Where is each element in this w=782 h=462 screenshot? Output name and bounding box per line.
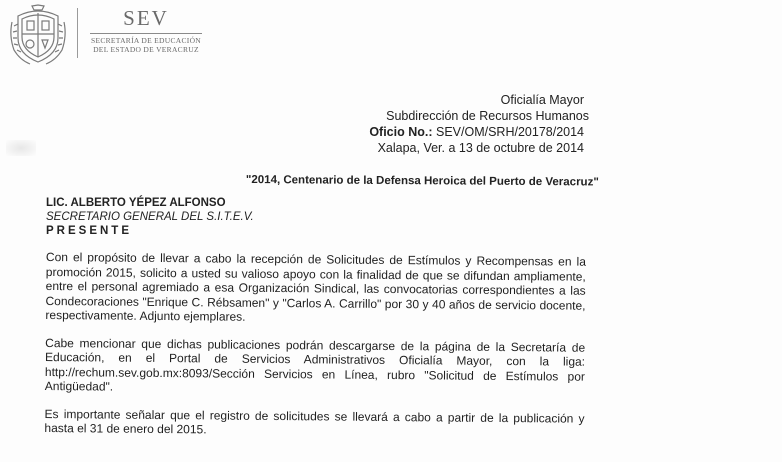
subdivision-name: Subdirección de Recursos Humanos	[386, 109, 589, 123]
oficio-number: SEV/OM/SRH/20178/2014	[436, 125, 584, 139]
letterhead-line-2: DEL ESTADO DE VERACRUZ	[93, 45, 199, 54]
body-paragraph-1: Con el propósito de llevar a cabo la recepción de Solicitudes de Estímulos y Recompensas en la promoción 2015, solicito a usted su valioso apoyo con la finalidad de que se difundan ampliamente, entre el personal agremiado a esa Organización Sindical, las convocatorias correspondientes a las Condecoraciones "Enrique C. Rébsamen" y "Carlos A. Carrillo" por 30 y 40 años de servicio docente, respectivamente. Adjunto ejemplares.	[45, 250, 586, 324]
document-header	[369, 92, 589, 156]
letterhead-line-1: SECRETARÍA DE EDUCACIÓN	[90, 36, 202, 45]
veracruz-coat-of-arms-icon	[8, 4, 68, 66]
oficio-line	[369, 124, 584, 140]
oficio-label: Oficio No.:	[369, 125, 433, 139]
motto: "2014, Centenario de la Defensa Heroica del Puerto de Veracruz"	[245, 174, 599, 189]
letterhead	[86, 6, 206, 54]
letter-body	[44, 250, 586, 453]
body-paragraph-3: Es importante señalar que el registro de solicitudes se llevará a cabo a partir de la publicación y hasta el 31 de enero del 2015.	[44, 406, 585, 437]
recipient-block	[46, 196, 254, 238]
letterhead-divider	[77, 8, 78, 58]
office-name: Oficialía Mayor	[500, 93, 584, 107]
place-date: Xalapa, Ver. a 13 de octubre de 2014	[377, 141, 584, 155]
body-paragraph-2: Cabe mencionar que dichas publicaciones podrán descargarse de la página de la Secretaría de Educación, en el Portal de Servicios Administrativos Oficialía Mayor, con la liga: http://rechum.sev.gob.mx:8093/Sección Servicios en Línea, rubro "Solicitud de Estímulos por Antigüedad".	[44, 335, 586, 394]
letterhead-rule	[90, 33, 202, 34]
recipient-greeting: PRESENTE	[46, 225, 132, 237]
scan-smudge	[6, 140, 36, 156]
recipient-name: LIC. ALBERTO YÉPEZ ALFONSO	[46, 197, 226, 209]
letterhead-abbreviation: SEV	[123, 6, 169, 30]
recipient-role: SECRETARIO GENERAL DEL S.I.T.E.V.	[46, 211, 254, 223]
